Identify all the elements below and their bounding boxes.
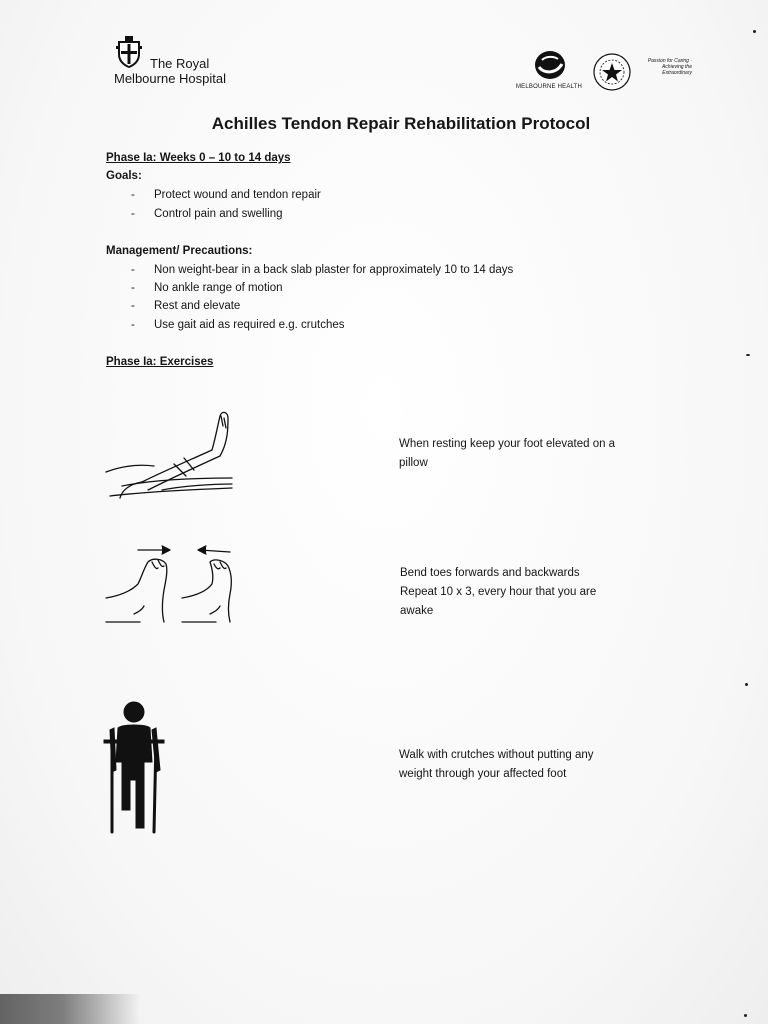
exercise-line: Walk with crutches without putting any (399, 749, 594, 761)
page-title: Achilles Tendon Repair Rehabilitation Protocol (211, 114, 591, 133)
melbourne-health-logo (512, 50, 586, 94)
management-label: Management/ Precautions: (106, 245, 253, 257)
exercise-line: Bend toes forwards and backwards (400, 567, 580, 579)
goal-bullet: - (131, 189, 135, 201)
exercises-heading: Phase Ia: Exercises (106, 356, 214, 368)
exercise-text (400, 564, 650, 621)
scan-speck (753, 30, 756, 33)
rmh-name-line1: The Royal (150, 56, 210, 71)
goal-bullet: - (131, 208, 135, 220)
exercise-text (399, 746, 649, 784)
toe-bend-icon (100, 538, 246, 628)
exercise-line: Repeat 10 x 3, every hour that you are (400, 586, 597, 598)
management-item: No ankle range of motion (154, 282, 283, 294)
exercise-line: weight through your affected foot (399, 768, 567, 780)
management-bullet: - (131, 282, 135, 294)
scan-speck (744, 1014, 747, 1017)
rmh-logo (112, 36, 272, 96)
goal-item: Control pain and swelling (154, 208, 283, 220)
crest-icon (116, 36, 142, 68)
passion-tagline: Passion for Caring · Achieving the Extraordinary (647, 58, 692, 76)
management-bullet: - (131, 300, 135, 312)
passion-logo (592, 52, 692, 92)
elevated-leg-icon (102, 406, 242, 502)
rmh-name-line2: Melbourne Hospital (114, 71, 227, 86)
scan-speck (745, 683, 748, 686)
passion-badge-icon (592, 52, 632, 92)
management-bullet: - (131, 264, 135, 276)
melbourne-health-text: MELBOURNE HEALTH (515, 84, 583, 90)
goals-label: Goals: (106, 170, 142, 182)
management-item: Rest and elevate (154, 300, 241, 312)
crutches-person-icon (100, 700, 166, 834)
goal-item: Protect wound and tendon repair (154, 189, 321, 201)
exercise-text (399, 435, 649, 473)
scan-speck (746, 354, 750, 356)
phase-heading: Phase Ia: Weeks 0 – 10 to 14 days (106, 152, 291, 164)
melbourne-health-mark-icon (534, 50, 566, 80)
scan-smudge (0, 994, 140, 1024)
exercise-line: When resting keep your foot elevated on a (399, 438, 616, 450)
exercise-line: pillow (399, 457, 428, 469)
management-item: Use gait aid as required e.g. crutches (154, 319, 345, 331)
management-bullet: - (131, 319, 135, 331)
exercise-line: awake (400, 605, 434, 617)
management-item: Non weight-bear in a back slab plaster for approximately 10 to 14 days (154, 264, 514, 276)
